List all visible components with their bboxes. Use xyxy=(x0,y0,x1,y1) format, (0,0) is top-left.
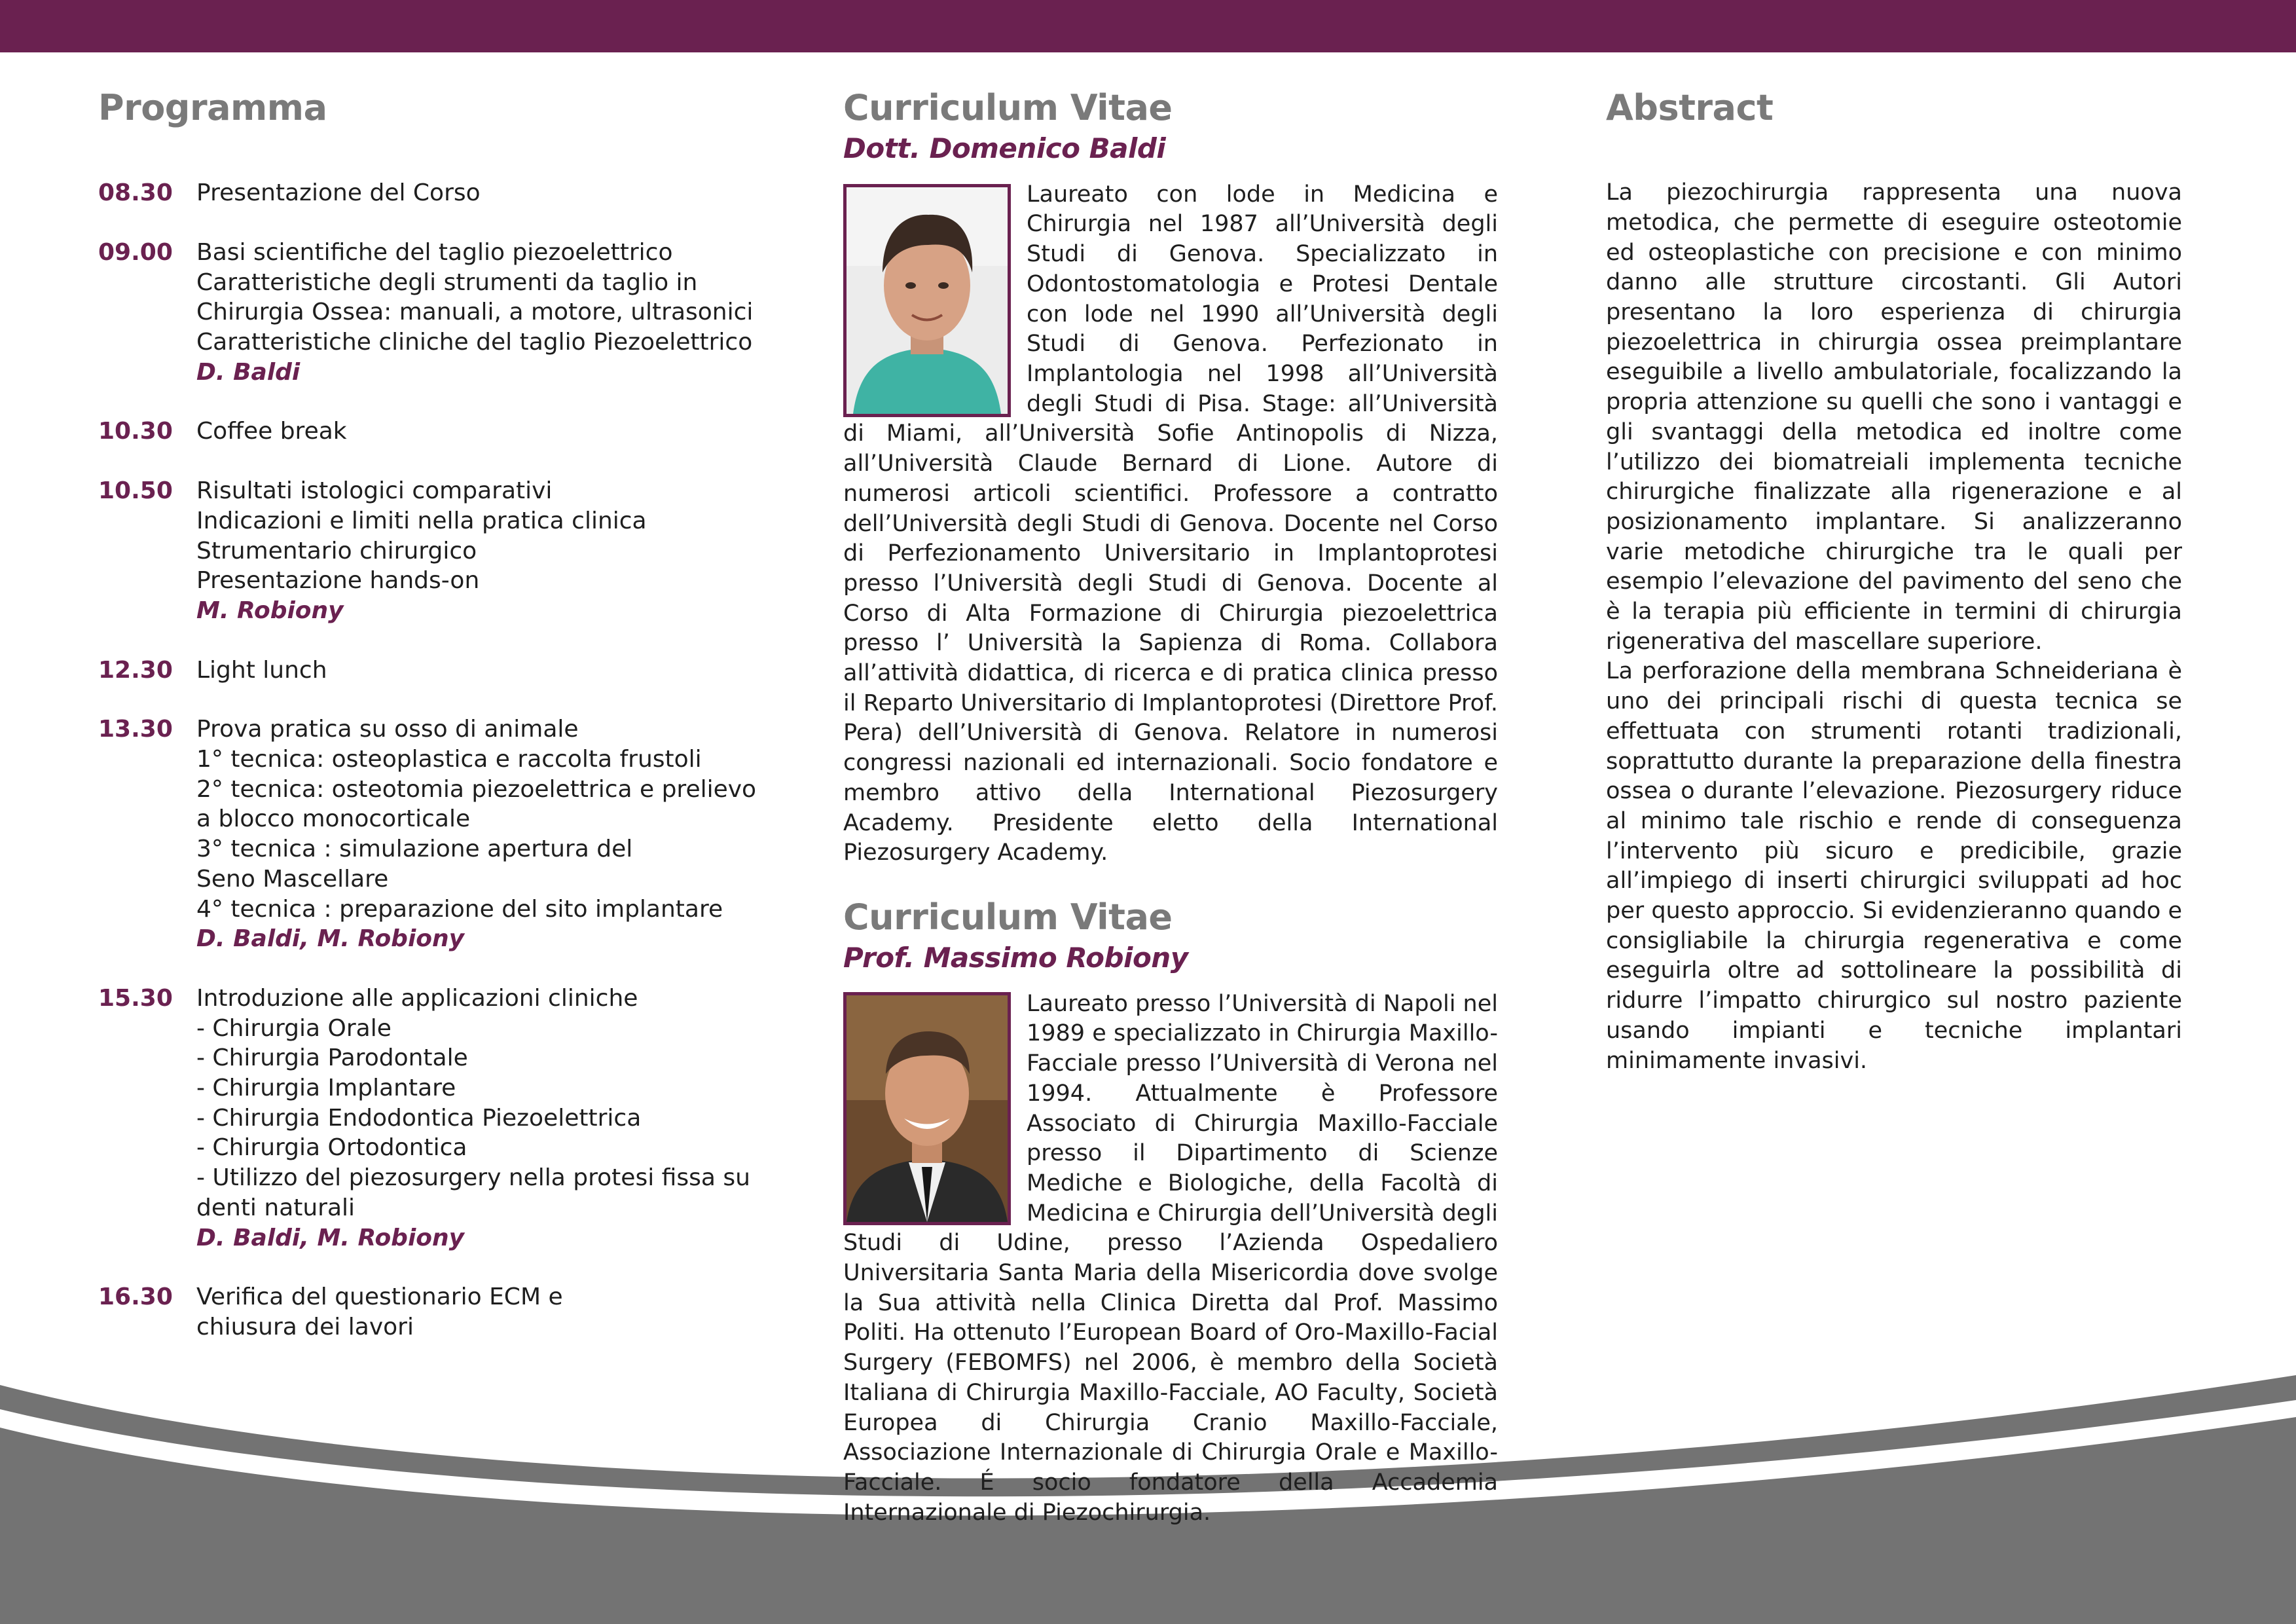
cv-text-container xyxy=(843,180,1498,868)
program-speaker: M. Robiony xyxy=(196,597,344,624)
cv-name-baldi: Dott. Domenico Baldi xyxy=(843,132,1166,165)
cv-heading: Curriculum Vitae xyxy=(843,896,1173,938)
program-line: Verifica del questionario ECM e xyxy=(196,1283,563,1311)
program-line: Coffee break xyxy=(196,418,347,445)
program-line: chiusura dei lavori xyxy=(196,1313,414,1340)
program-line: 4° tecnica : preparazione del sito implantare xyxy=(196,895,723,923)
cv-column xyxy=(843,85,1498,1528)
program-time: 08.30 xyxy=(98,179,173,207)
program-line: Caratteristiche degli strumenti da taglio in xyxy=(196,268,698,296)
program-time: 16.30 xyxy=(98,1283,173,1311)
program-row xyxy=(98,1282,766,1342)
portrait-photo-robiony xyxy=(843,992,1011,1225)
top-accent-bar xyxy=(0,0,2296,52)
program-column xyxy=(98,85,766,1372)
program-row xyxy=(98,416,766,447)
abstract-paragraph: La perforazione della membrana Schneideriana è uno dei principali rischi di questa tecnica se effettuata con strumenti rotanti tradizionali, soprattutto durante la preparazione della finestra ossea o durante l’elevazione. Piezosurgery riduce al minimo tale rischio e rende di conseguenza l’intervento più sicuro e predicibile, grazie all’impiego di inserti chirurgici sviluppati ad hoc per questo approccio. Si evidenzieranno quando e consigliabile la chirurgia regenerativa e come eseguirla oltre ad sottolineare la possibilità di ridurre l’impatto chirurgico sul nostro paziente usando impianti e tecniche implantari minimamente invasivi. xyxy=(1606,658,2182,1074)
cv-text-container xyxy=(843,989,1498,1528)
program-description xyxy=(196,178,766,208)
cv-baldi xyxy=(843,85,1498,868)
program-line: Prova pratica su osso di animale xyxy=(196,716,579,743)
program-line: Risultati istologici comparativi xyxy=(196,477,553,505)
cv-text-robiony: Laureato presso l’Università di Napoli nel 1989 e specializzato in Chirurgia Maxillo-Facciale presso l’Università di Verona nel 1994. Attualmente è Professore Associato di Chirurgia Maxillo-Facciale presso il Dipartimento di Scienze Mediche e Biologiche, della Facoltà di Medicina e Chirurgia dell’Università degli Studi di Udine, presso l’Azienda Ospedaliero Universitaria Santa Maria della Misericordia dove svolge la Sua attività nella Clinica Diretta dal Prof. Massimo Politi. Ha ottenuto l’European Board of Oro-Maxillo-Facial Surgery (FEBOMFS) nel 2006, è membro della Società Italiana di Chirurgia Maxillo-Facciale, AO Faculty, Società Europea di Chirurgia Cranio Maxillo-Facciale, Associazione Internazionale di Chirurgia Orale e Maxillo-Facciale. É socio fondatore della Accademia Internazionale di Piezochirurgia. xyxy=(843,990,1498,1526)
program-line: Presentazione hands-on xyxy=(196,567,480,595)
program-line: Presentazione del Corso xyxy=(196,179,481,207)
program-line: - Chirurgia Implantare xyxy=(196,1075,456,1102)
program-line: 3° tecnica : simulazione apertura del xyxy=(196,836,633,863)
program-line: a blocco monocorticale xyxy=(196,805,471,833)
program-row xyxy=(98,476,766,626)
program-line: - Chirurgia Endodontica Piezoelettrica xyxy=(196,1104,642,1132)
program-line: Strumentario chirurgico xyxy=(196,537,477,564)
program-line: Light lunch xyxy=(196,656,327,684)
program-description xyxy=(196,655,766,686)
program-description xyxy=(196,984,766,1253)
abstract-heading: Abstract xyxy=(1606,87,1774,128)
abstract-paragraph: La piezochirurgia rappresenta una nuova metodica, che permette di eseguire osteotomie ed osteoplastiche con precisione e con minimo danno alle strutture circostanti. Gli Autori presentano la loro esperienza di chirurgia piezoelettrica in chirurgia ossea preimplantare eseguibile a livello ambulatoriale, focalizzando la propria attenzione su quelli che sono i vantaggi e gli svantaggi della metodica ed inoltre come l’utilizzo dei biomatreiali implementa tecniche chirurgiche finalizzate alla rigenerazione e al posizionamento implantare. Si analizzeranno varie metodiche chirurgiche tra le quali per esempio l’elevazione del pavimento del seno che è la terapia più efficiente in termini di chirurgia rigenerativa del mascellare superiore. xyxy=(1606,179,2182,655)
program-time: 15.30 xyxy=(98,984,173,1012)
cv-heading: Curriculum Vitae xyxy=(843,87,1173,128)
program-line: - Chirurgia Orale xyxy=(196,1014,392,1042)
program-time: 09.00 xyxy=(98,238,173,266)
program-time: 10.50 xyxy=(98,477,173,505)
abstract-text xyxy=(1606,178,2182,1076)
abstract-column xyxy=(1606,85,2182,1076)
program-line: Chirurgia Ossea: manuali, a motore, ultrasonici xyxy=(196,299,754,326)
program-time: 12.30 xyxy=(98,656,173,684)
cv-text-baldi: Laureato con lode in Medicina e Chirurgia nel 1987 all’Università degli Studi di Genova. Specializzato in Odontostomatologia e Protesi Dentale con lode nel 1990 all’Università degli Studi di Genova. Perfezionato in Implantologia nel 1998 all’Università degli Studi di Pisa. Stage: all’Università di Miami, all’Università Sofie Antinopolis di Nizza, all’Università Claude Bernard di Lione. Autore di numerosi articoli scientifici. Professore a contratto dell’Università degli Studi di Genova. Docente nel Corso di Perfezionamento Universitario in Implantoprotesi presso l’Università degli Studi di Genova. Docente al Corso di Alta Formazione di Chirurgia piezoelettrica presso l’ Università la Sapienza di Roma. Collabora all’attività didattica, di ricerca e di pratica clinica presso il Reparto Universitario di Implantoprotesi (Direttore Prof. Pera) dell’Università di Genova. Relatore in numerosi congressi nazionali ed internazionali. Socio fondatore e membro attivo della International Piezosurgery Academy. Presidente eletto della International Piezosurgery Academy. xyxy=(843,181,1498,866)
program-line: - Chirurgia Ortodontica xyxy=(196,1134,467,1162)
cv-robiony xyxy=(843,895,1498,1528)
program-description xyxy=(196,714,766,954)
program-description xyxy=(196,238,766,388)
program-row xyxy=(98,984,766,1253)
program-description xyxy=(196,476,766,626)
program-line: - Chirurgia Parodontale xyxy=(196,1044,468,1072)
program-row xyxy=(98,238,766,388)
program-row xyxy=(98,714,766,954)
program-line: Indicazioni e limiti nella pratica clinica xyxy=(196,507,647,534)
portrait-photo-baldi xyxy=(843,184,1011,417)
program-line: 1° tecnica: osteoplastica e raccolta frustoli xyxy=(196,746,702,773)
program-speaker: D. Baldi, M. Robiony xyxy=(196,925,465,953)
program-time: 10.30 xyxy=(98,418,173,445)
program-line: - Utilizzo del piezosurgery nella protesi fissa su xyxy=(196,1164,750,1192)
program-speaker: D. Baldi xyxy=(196,358,301,386)
program-row xyxy=(98,655,766,686)
program-line: 2° tecnica: osteotomia piezoelettrica e prelievo xyxy=(196,775,757,803)
program-line: denti naturali xyxy=(196,1194,355,1221)
program-line: Seno Mascellare xyxy=(196,865,389,893)
program-speaker: D. Baldi, M. Robiony xyxy=(196,1224,465,1251)
program-description xyxy=(196,1282,766,1342)
program-description xyxy=(196,416,766,447)
program-line: Introduzione alle applicazioni cliniche xyxy=(196,984,638,1012)
program-row xyxy=(98,178,766,208)
program-time: 13.30 xyxy=(98,716,173,743)
program-line: Caratteristiche cliniche del taglio Piezoelettrico xyxy=(196,329,753,356)
program-list xyxy=(98,178,766,1342)
program-heading: Programma xyxy=(98,87,327,128)
program-line: Basi scientifiche del taglio piezoelettrico xyxy=(196,238,673,266)
cv-name-robiony: Prof. Massimo Robiony xyxy=(843,942,1188,974)
